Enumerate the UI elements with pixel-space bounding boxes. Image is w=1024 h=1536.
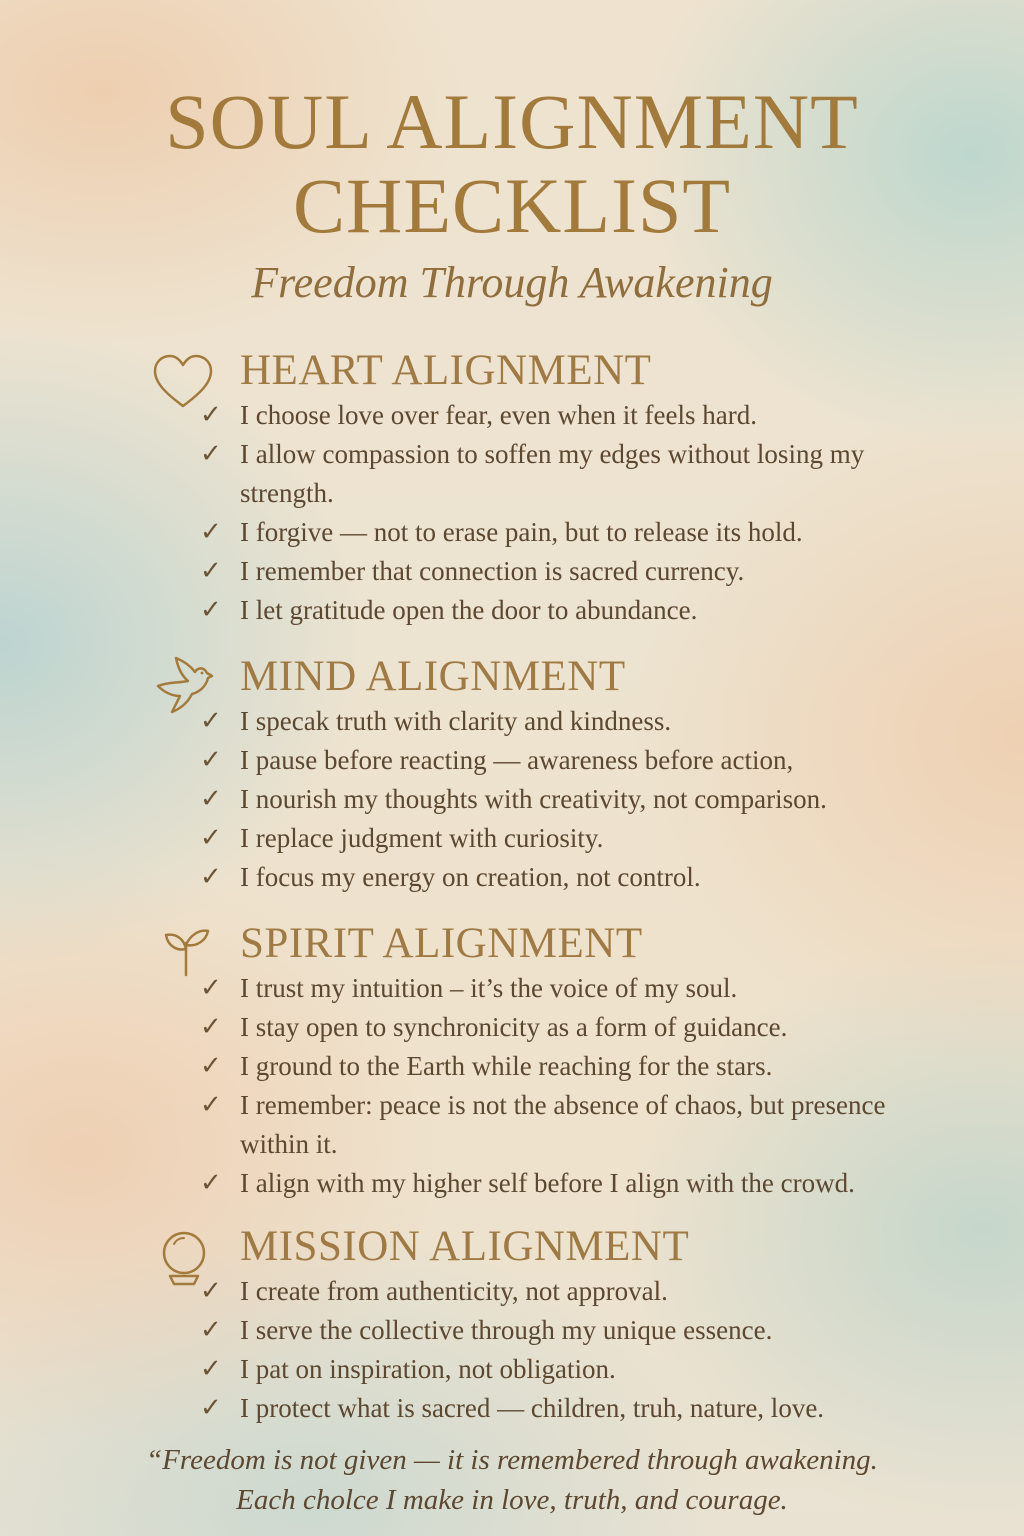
checklist xyxy=(0,969,1024,1203)
list-item xyxy=(0,780,1024,819)
check-icon: ✓ xyxy=(200,745,222,775)
check-icon: ✓ xyxy=(200,595,222,625)
check-icon: ✓ xyxy=(200,862,222,892)
check-icon: ✓ xyxy=(200,439,222,469)
list-item xyxy=(0,858,1024,897)
page-title xyxy=(0,80,1024,248)
closing-quote xyxy=(0,1440,1024,1520)
section-title: HEART ALIGNMENT xyxy=(240,347,652,394)
list-item xyxy=(0,1086,1024,1164)
check-icon: ✓ xyxy=(200,1354,222,1384)
check-icon: ✓ xyxy=(200,1012,222,1042)
item-text: I trust my intuition – it’s the voice of my soul. xyxy=(240,973,738,1003)
item-text: I serve the collective through my unique essence. xyxy=(240,1315,773,1345)
item-text: I stay open to synchronicity as a form of guidance. xyxy=(240,1012,788,1042)
item-text: I replace judgment with curiosity. xyxy=(240,823,604,853)
check-icon: ✓ xyxy=(200,1090,222,1120)
check-icon: ✓ xyxy=(200,1393,222,1423)
item-text: I protect what is sacred — children, truh, nature, love. xyxy=(240,1393,825,1423)
checklist xyxy=(0,1272,1024,1428)
check-icon: ✓ xyxy=(200,400,222,430)
check-icon: ✓ xyxy=(200,823,222,853)
list-item xyxy=(0,513,1024,552)
page-subtitle: Freedom Through Awakening xyxy=(251,258,773,307)
item-text: I let gratitude open the door to abundance. xyxy=(240,595,698,625)
list-item xyxy=(0,1272,1024,1311)
list-item xyxy=(0,1311,1024,1350)
item-text: I pause before reacting — awareness before action, xyxy=(240,745,794,775)
title-line-1: SOUL ALIGNMENT xyxy=(165,78,859,165)
list-item xyxy=(0,741,1024,780)
item-text: I create from authenticity, not approval. xyxy=(240,1276,668,1306)
section-title: MISSION ALIGNMENT xyxy=(240,1223,690,1270)
check-icon: ✓ xyxy=(200,784,222,814)
item-text: I allow compassion to soffen my edges without losing my strength. xyxy=(240,439,865,508)
quote-line-2: Each cholce I make in love, truth, and courage. xyxy=(236,1484,788,1516)
item-text: I choose love over fear, even when it feels hard. xyxy=(240,400,757,430)
check-icon: ✓ xyxy=(200,1168,222,1198)
list-item xyxy=(0,1350,1024,1389)
list-item xyxy=(0,396,1024,435)
list-item xyxy=(0,1389,1024,1428)
title-line-2: CHECKLIST xyxy=(293,162,731,249)
item-text: I nourish my thoughts with creativity, not comparison. xyxy=(240,784,827,814)
item-text: I forgive — not to erase pain, but to release its hold. xyxy=(240,517,803,547)
list-item xyxy=(0,591,1024,630)
item-text: I ground to the Earth while reaching for the stars. xyxy=(240,1051,773,1081)
list-item xyxy=(0,435,1024,513)
section-title: SPIRIT ALIGNMENT xyxy=(240,920,643,967)
list-item xyxy=(0,969,1024,1008)
check-icon: ✓ xyxy=(200,556,222,586)
check-icon: ✓ xyxy=(200,1276,222,1306)
check-icon: ✓ xyxy=(200,1051,222,1081)
list-item xyxy=(0,1008,1024,1047)
item-text: I specak truth with clarity and kindness. xyxy=(240,706,672,736)
check-icon: ✓ xyxy=(200,706,222,736)
checklist xyxy=(0,396,1024,630)
item-text: I align with my higher self before I align with the crowd. xyxy=(240,1168,855,1198)
list-item xyxy=(0,1047,1024,1086)
list-item xyxy=(0,702,1024,741)
check-icon: ✓ xyxy=(200,1315,222,1345)
checklist xyxy=(0,702,1024,897)
item-text: I focus my energy on creation, not control. xyxy=(240,862,701,892)
list-item xyxy=(0,819,1024,858)
list-item xyxy=(0,1164,1024,1203)
item-text: I pat on inspiration, not obligation. xyxy=(240,1354,616,1384)
list-item xyxy=(0,552,1024,591)
quote-line-1: “Freedom is not given — it is remembered through awakening. xyxy=(146,1444,878,1476)
check-icon: ✓ xyxy=(200,517,222,547)
section-title: MIND ALIGNMENT xyxy=(240,653,626,700)
item-text: I remember that connection is sacred currency. xyxy=(240,556,745,586)
item-text: I remember: peace is not the absence of chaos, but presence within it. xyxy=(240,1090,886,1159)
check-icon: ✓ xyxy=(200,973,222,1003)
